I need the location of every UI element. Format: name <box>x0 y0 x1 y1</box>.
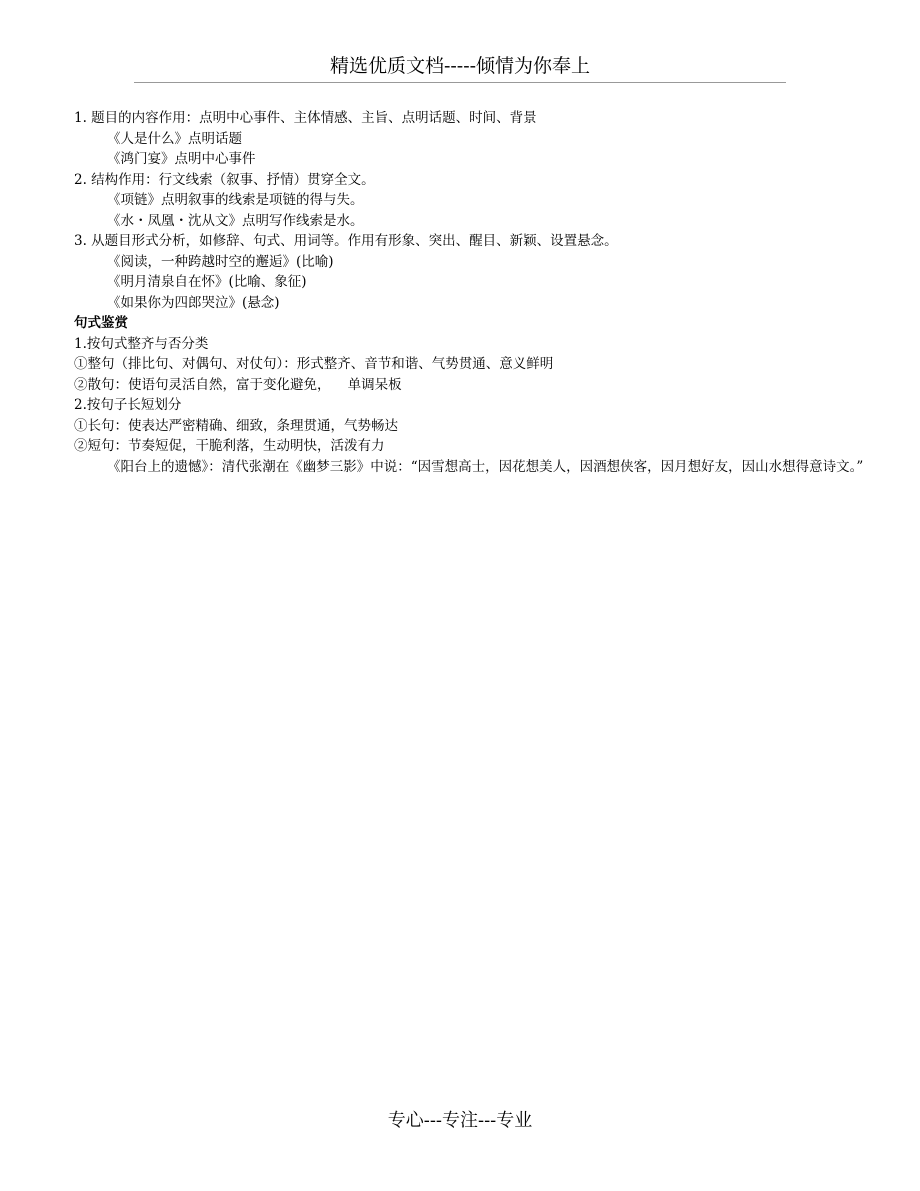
document-body <box>74 108 864 477</box>
subsection-title: 2.按句子长短划分 <box>74 397 182 413</box>
list-item: 2. 结构作用：行文线索（叙事、抒情）贯穿全文。 <box>74 171 375 188</box>
page-footer <box>0 1108 920 1134</box>
page-header <box>134 52 786 83</box>
quote-paragraph: 《阳台上的遗憾》：清代张潮在《幽梦三影》中说：“因雪想高士，因花想美人，因酒想侠客，因月想好友，因山水想得意诗文。” <box>107 458 864 475</box>
example-line: 《水・凤凰・沈从文》点明写作线索是水。 <box>107 212 364 229</box>
list-item: ②散句：使语句灵活自然，富于变化避免， 单调呆板 <box>74 376 402 393</box>
example-line: 《明月清泉自在怀》(比喻、象征) <box>107 274 307 290</box>
subsection-title: 1.按句式整齐与否分类 <box>74 335 209 352</box>
section-heading: 句式鉴赏 <box>74 315 128 331</box>
example-line: 《鸿门宴》点明中心事件 <box>107 151 256 167</box>
example-line: 《人是什么》点明话题 <box>107 130 242 147</box>
example-line: 《项链》点明叙事的线索是项链的得与失。 <box>107 192 364 208</box>
example-line: 《阅读，一种跨越时空的邂逅》(比喻) <box>107 253 334 270</box>
footer-text: 专心---专注---专业 <box>387 1110 533 1131</box>
list-item: ②短句：节奏短促，干脆利落，生动明快，活泼有力 <box>74 438 385 454</box>
example-line: 《如果你为四郎哭泣》(悬念) <box>107 294 280 311</box>
list-item: ①整句（排比句、对偶句、对仗句）：形式整齐、音节和谐、气势贯通、意义鲜明 <box>74 356 554 372</box>
list-item: ①长句：使表达严密精确、细致，条理贯通，气势畅达 <box>74 417 398 434</box>
header-title: 精选优质文档-----倾情为你奉上 <box>329 55 591 77</box>
list-item: 1. 题目的内容作用：点明中心事件、主体情感、主旨、点明话题、时间、背景 <box>74 110 537 126</box>
list-item: 3. 从题目形式分析，如修辞、句式、用词等。作用有形象、突出、醒目、新颖、设置悬念。 <box>74 233 618 249</box>
